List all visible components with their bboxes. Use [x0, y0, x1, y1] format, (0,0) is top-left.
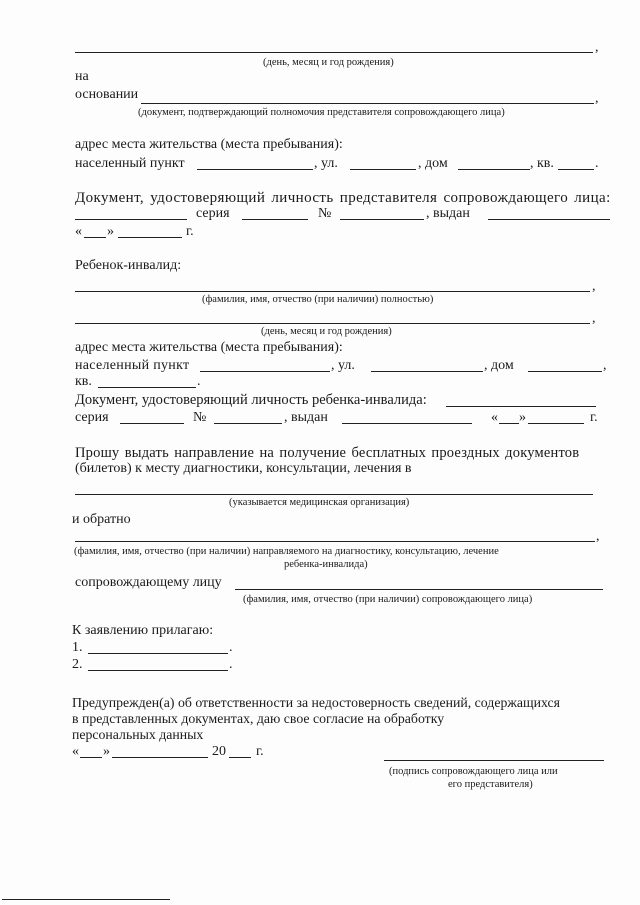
- child-quote-open: «: [491, 410, 498, 425]
- signature-line[interactable]: [384, 760, 604, 761]
- rep-quote-open: «: [75, 224, 82, 239]
- osnovanii-label: основании: [75, 87, 139, 102]
- street-field-line[interactable]: [350, 169, 416, 170]
- warning-line-1: Предупрежден(а) об ответственности за недостоверность сведений, содержащихся: [72, 695, 560, 710]
- signature-caption-2: его представителя): [448, 779, 533, 790]
- rep-doc-type-line[interactable]: [75, 219, 187, 220]
- companion-caption: (фамилия, имя, отчество (при наличии) сопровождающего лица): [243, 594, 533, 605]
- attach-heading: К заявлению прилагаю:: [72, 623, 214, 638]
- settlement-label: населенный пункт: [75, 156, 185, 171]
- child-month-line[interactable]: [528, 423, 584, 424]
- period: .: [229, 657, 233, 672]
- child-dob-caption: (день, месяц и год рождения): [261, 326, 392, 337]
- request-line-2: (билетов) к месту диагностики, консультации, лечения в: [75, 461, 412, 476]
- warning-line-3: персональных данных: [72, 727, 204, 742]
- child-number-label: №: [193, 410, 207, 425]
- child-doc-heading: Документ, удостоверяющий личность ребенка-инвалида:: [75, 392, 427, 408]
- rep-day-line[interactable]: [84, 237, 106, 238]
- child-street-label: , ул.: [331, 358, 355, 373]
- request-line-1: Прошу выдать направление на получение бесплатных проездных документов: [75, 445, 580, 461]
- rep-number-line[interactable]: [340, 219, 424, 220]
- companion-fio-line[interactable]: [235, 589, 603, 590]
- child-number-line[interactable]: [214, 423, 282, 424]
- basis-caption: (документ, подтверждающий полномочия представителя сопровождающего лица): [138, 107, 505, 118]
- child-issued-line[interactable]: [342, 423, 472, 424]
- child-fio-line[interactable]: [75, 291, 590, 292]
- patient-fio-line[interactable]: [75, 541, 595, 542]
- house-field-line[interactable]: [458, 169, 530, 170]
- child-doc-type-line[interactable]: [446, 406, 596, 407]
- patient-fio-caption-2: ребенка-инвалида): [284, 559, 368, 570]
- attach-item-2-line[interactable]: [88, 670, 228, 671]
- child-series-line[interactable]: [120, 423, 184, 424]
- rep-issued-line[interactable]: [488, 219, 610, 220]
- attach-item-1-line[interactable]: [88, 653, 228, 654]
- date-year-label: г.: [256, 744, 264, 759]
- child-house-label: , дом: [484, 358, 514, 373]
- child-street-line[interactable]: [371, 371, 483, 372]
- rep-doc-heading: Документ, удостоверяющий личность представителя сопровождающего лица:: [75, 190, 611, 206]
- date-day-line[interactable]: [80, 757, 102, 758]
- street-label: , ул.: [314, 156, 338, 171]
- attach-item-1-label: 1.: [72, 640, 83, 655]
- child-house-line[interactable]: [528, 371, 602, 372]
- org-field-line[interactable]: [75, 494, 593, 495]
- comma: ,: [592, 311, 596, 326]
- child-issued-label: , выдан: [284, 410, 328, 425]
- child-apt-line[interactable]: [98, 387, 196, 388]
- comma: ,: [596, 529, 600, 544]
- settlement-field-line[interactable]: [197, 169, 313, 170]
- signature-caption-1: (подпись сопровождающего лица или: [389, 766, 558, 777]
- footnote-separator: [2, 899, 170, 900]
- apt-label: , кв.: [530, 156, 554, 171]
- child-heading: Ребенок-инвалид:: [75, 258, 182, 273]
- date-century-label: 20: [212, 744, 226, 759]
- rep-quote-close: »: [107, 224, 114, 239]
- warning-line-2: в представленных документах, даю свое согласие на обработку: [72, 711, 445, 726]
- child-year-label: г.: [590, 410, 598, 425]
- patient-fio-caption-1: (фамилия, имя, отчество (при наличии) направляемого на диагностику, консультацию, лечение: [74, 546, 499, 557]
- comma: ,: [603, 358, 607, 373]
- rep-series-label: серия: [196, 206, 230, 221]
- comma: ,: [595, 91, 599, 106]
- apt-field-line[interactable]: [558, 169, 594, 170]
- dob-caption: (день, месяц и год рождения): [263, 57, 394, 68]
- child-quote-close: »: [519, 410, 526, 425]
- child-fio-caption: (фамилия, имя, отчество (при наличии) полностью): [202, 294, 434, 305]
- org-caption: (указывается медицинская организация): [229, 497, 410, 508]
- child-address-heading: адрес места жительства (места пребывания):: [75, 340, 343, 355]
- back-label: и обратно: [72, 512, 131, 527]
- companion-label: сопровождающему лицу: [75, 575, 222, 590]
- dob-field-line[interactable]: [75, 52, 593, 53]
- comma: ,: [595, 40, 599, 55]
- rep-month-line[interactable]: [118, 237, 182, 238]
- child-settlement-line[interactable]: [200, 371, 330, 372]
- date-month-line[interactable]: [112, 757, 208, 758]
- child-series-label: серия: [75, 410, 109, 425]
- rep-issued-label: , выдан: [426, 206, 470, 221]
- house-label: , дом: [418, 156, 448, 171]
- child-apt-label: кв.: [75, 374, 92, 389]
- child-dob-line[interactable]: [75, 323, 590, 324]
- attach-item-2-label: 2.: [72, 657, 83, 672]
- period: .: [595, 156, 599, 171]
- address-heading: адрес места жительства (места пребывания):: [75, 137, 343, 152]
- date-quote-close: »: [103, 744, 110, 759]
- child-day-line[interactable]: [499, 423, 519, 424]
- comma: ,: [592, 279, 596, 294]
- rep-year-label: г.: [186, 224, 194, 239]
- period: .: [229, 640, 233, 655]
- basis-field-line[interactable]: [141, 103, 594, 104]
- rep-series-line[interactable]: [242, 219, 308, 220]
- child-settlement-label: населенный пункт: [75, 358, 190, 373]
- date-quote-open: «: [72, 744, 79, 759]
- na-label: на: [75, 69, 89, 84]
- rep-number-label: №: [318, 206, 332, 221]
- date-year-line[interactable]: [229, 757, 251, 758]
- period: .: [197, 374, 201, 389]
